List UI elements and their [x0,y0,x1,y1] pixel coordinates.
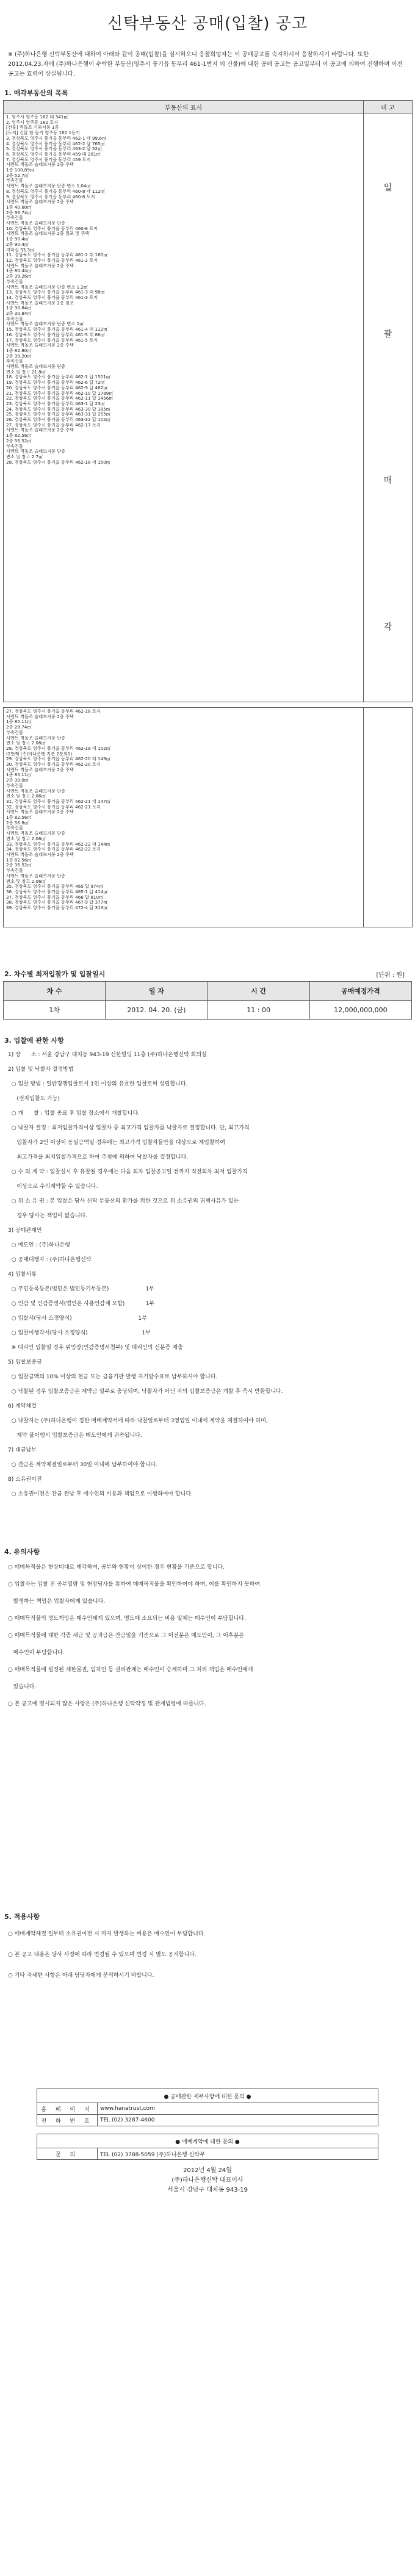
text-line: 1층 82.56㎡ [6,433,32,439]
text-line: (2번째 (주)하나은행 지분 2분의1) [6,751,73,757]
text-line: 23. 경상북도 영주시 풍기읍 동부리 463-1 답 23㎡ [6,401,105,406]
text-line: 30. 경상북도 영주시 풍기읍 동부리 462-20 토지 [6,762,101,768]
text-line: 7) 대금납부 [8,1447,37,1453]
remark-char: 매 [383,476,392,486]
property-table-continued [3,707,413,927]
text-line: 있습니다. [8,1684,37,1690]
text-line: 35. 경상북도 영주시 풍기읍 동부리 465 답 974㎡ [6,884,104,890]
text-line: 13. 경상북도 영주시 풍기읍 동부리 461-3 대 98㎡ [6,290,105,295]
text-line: 부속건물 [6,279,23,284]
text-line: 8. 경상북도 영주시 풍기읍 동부리 460-8 대 112㎡ [6,189,105,194]
text-line: 2층 28.74㎡ [6,725,32,730]
text-line: 27. 경상북도 영주시 풍기읍 동부리 462-18 토지 [6,709,101,714]
text-line: 입찰자가 2인 이상이 동일금액일 경우에는 최고가격 입찰자들만을 대상으로 재입찰하여 [8,1140,225,1146]
text-line: 시멘트 벽돌조 슬래브지붕 단층 [6,221,66,226]
text-line: 2층 36.74㎡ [6,210,32,215]
text-line: ○ 공매대행자 : (주)하나은행신탁 [8,1257,92,1263]
text-line: 부속건물 [6,178,23,184]
schedule-table [3,981,412,1020]
applicable-details [8,1924,405,2082]
notice-page [0,13,415,2576]
text-line: 매수인이 부담합니다. [8,1650,65,1656]
text-line: 발생하는 책임은 입찰자에게 있습니다. [8,1599,106,1605]
property-list-block-1 [4,113,364,702]
text-line: ○ 입찰 방법 : 일반경쟁입찰로서 1인 이상의 유효한 입찰로써 성립합니다. [8,1081,188,1087]
text-line: 변소 및 창고 21.8㎡ [6,369,46,375]
text-line: 16. 경상북도 영주시 풍기읍 동부리 461-5 대 86㎡ [6,332,105,337]
text-line: 시멘트 벽돌조 슬래브지붕 2층 주택 [6,810,74,815]
text-line: ○ 입찰이행각서(당사 소정양식) 1부 [8,1330,151,1336]
bidding-details [8,1048,405,1536]
text-line: 계약 불이행시 입찰보증금은 매도인에게 귀속됩니다. [8,1433,142,1439]
text-line: 부속건물 [6,359,23,364]
section-property-list: 1. 매각부동산의 목록 [4,89,68,97]
text-line: 시멘트 벽돌조 슬래브지붕 2층 점포 [6,300,74,306]
contact-heading: ● 매매계약에 대한 문의 ● [37,2134,378,2148]
text-line: ○ 입찰서(당사 소정양식) 1부 [8,1315,147,1322]
text-line: 1. 영주시 영주동 162 대 341㎡ [6,115,68,120]
remark-char: 일 [383,183,392,193]
footer [3,2166,412,2195]
text-line: ○ 입찰금액의 10% 이상의 현금 또는 금융기관 발행 자기앞수표로 납부하셔야 합니다. [8,1374,218,1380]
text-line: 25. 경상북도 영주시 풍기읍 동부리 463-31 답 255㎡ [6,412,110,417]
text-line: ○ 매매목적물에 대한 각종 세금 및 공과금은 잔금일을 기준으로 그 이전분은 매도인이, 그 이후분은 [8,1633,244,1639]
text-line: 14. 경상북도 영주시 풍기읍 동부리 461-3 토지 [6,295,98,300]
property-list-block-2 [4,708,364,927]
text-line: 7. 경상북도 영주시 풍기읍 동부리 459 토지 [6,157,91,162]
text-line: 37. 경상북도 영주시 풍기읍 동부리 466 답 810㎡ [6,894,104,900]
text-line: 부속건물 [6,730,23,735]
text-line: 33. 경상북도 영주시 풍기읍 동부리 462-22 대 144㎡ [6,841,110,847]
text-line: 15. 경상북도 영주시 풍기읍 동부리 461-4 대 112㎡ [6,327,108,333]
text-line: ○ 주민등록등본(법인은 법인등기부등본) 1부 [8,1286,154,1292]
text-line: 1층 90.4㎡ [6,237,29,242]
text-line: 39. 경상북도 영주시 풍기읍 동부리 472-4 답 313㎡ [6,905,108,911]
text-line: 변소 및 창고 2.06㎡ [6,794,46,799]
text-line: 1층 85.11㎡ [6,772,32,778]
text-line: ○ 낙찰된 경우 입찰보증금은 계약금 일부로 충당되며, 낙찰자가 아닌 자의 입찰보증금은 개찰 후 즉시 반환합니다. [8,1389,283,1395]
text-line: 2) 입찰 및 낙찰자 결정방법 [8,1067,74,1073]
text-line: 시멘트 벽돌조 슬래브지붕 2층 주택 [6,428,74,433]
text-line: ○ 낙찰자는 (주)하나은행이 정한 매매계약서에 따라 낙찰일로부터 3영업일 이내에 계약을 체결하여야 하며, [8,1418,268,1424]
text-line: ○ 소유권이전은 잔금 완납 후 매수인의 비용과 책임으로 이행하여야 합니다. [8,1491,193,1497]
notes-details [8,1559,405,1901]
unit-label: [단위 : 원] [376,972,405,979]
text-line: [토지] 건물 한 등기 영주동 162 1등기 [6,131,80,136]
text-line: 변소 및 창고 2.06㎡ [6,836,46,841]
text-line: 3. 경상북도 영주시 풍기읍 동부리 462-1 대 99.6㎡ [6,135,107,141]
text-line: 2. 영주시 영주동 162 토지 [6,120,59,125]
text-line: 24. 경상북도 영주시 풍기읍 동부리 463-30 답 185㎡ [6,406,110,412]
text-line: 2층 36.52㎡ [6,863,32,868]
text-line: 시멘트 벽돌조 슬래브지붕 단층 [6,873,66,879]
footer-company: (주)하나은행신탁 대표이사 [171,2177,244,2184]
text-line: ○ 인감 및 인감증명서(법인은 사용인감계 포함) 1부 [8,1301,155,1307]
text-line: 8) 소유권이전 [8,1477,42,1483]
text-line: 시멘트 벽돌조 슬래브지붕 단층 변소 1.04㎡ [6,184,91,189]
text-line: 시멘트 벽돌조 슬래브지붕 단층 변소 1㎡ [6,322,84,327]
text-line: ○ 수 의 계 약 : 입찰실시 후 유찰될 경우에는 다음 회차 입찰공고일 전까지 직전회차 최저 입찰가격 [8,1169,248,1175]
text-line: 27. 경상북도 영주시 풍기읍 동부리 462-17 토지 [6,422,101,428]
section-schedule: 2. 차수별 최저입찰가 및 입찰일시 [4,970,106,978]
text-line: (전자입찰도 가능) [8,1096,60,1102]
text-line: 시멘트 벽돌조 슬래브지붕 단층 [6,788,66,794]
text-line: 2층 39.0㎡ [6,778,29,783]
col-remark: 비 고 [364,101,413,113]
text-line: 19. 경상북도 영주시 풍기읍 동부리 462-6 답 72㎡ [6,380,105,386]
text-line: 2층 56.8㎡ [6,820,29,826]
text-line: 3) 공매관계인 [8,1228,42,1234]
text-line: 38. 경상북도 영주시 풍기읍 동부리 467-9 답 377㎡ [6,900,108,905]
section-notes: 4. 유의사항 [4,1548,40,1556]
text-line: ○ 개 찰 : 입찰 종료 후 입찰 장소에서 개찰합니다. [8,1110,140,1117]
text-line: 변소 및 창고 2.7㎡ [6,455,43,459]
footer-address: 서울시 강남구 대치동 943-19 [167,2187,248,2193]
section-applicable: 5. 적용사항 [4,1913,40,1921]
text-line: 1층 30.84㎡ [6,306,32,311]
text-line: 시멘트 벽돌조 슬래브지붕 단층 [6,364,66,370]
text-line: 시멘트 벽돌조 슬래브지붕 단층 변소 1.2㎡ [6,284,88,290]
text-line: 시멘트 벽돌조 슬래브지붕 단층 [6,735,66,741]
text-line: 1층 82.56㎡ [6,815,32,821]
text-line: 6) 계약체결 [8,1403,37,1409]
text-line: 부속건물 [6,868,23,874]
property-table [3,100,413,702]
text-line: 시멘트 벽돌조 슬래브지붕 2층 주택 [6,343,74,348]
schedule-header: 일 자 [106,982,208,1001]
text-line: 경우 당사는 책임이 없습니다. [8,1213,88,1219]
text-line: 26. 경상북도 영주시 풍기읍 동부리 463-32 답 102㎡ [6,417,110,423]
text-line: 변소 및 창고 2.06㎡ [6,879,46,884]
text-line: 시멘트 벽돌조 슬래브지붕 2층 주택 [6,162,74,168]
schedule-cell: 1차 [4,1001,106,1020]
schedule-cell: 12,000,000,000 [309,1001,411,1020]
text-line: 부속건물 [6,215,23,221]
schedule-cell: 2012. 04. 20. (금) [106,1001,208,1020]
contact-label: 전 화 번 호 [37,2115,98,2126]
text-line: 20. 경상북도 영주시 풍기읍 동부리 462-9 답 462㎡ [6,385,108,390]
text-line: 부속건물 [6,444,23,449]
text-line: ○ 매도인 : (주)하나은행 [8,1242,70,1248]
text-line: 4) 입찰서류 [8,1272,37,1278]
text-line: 시멘트 벽돌조 슬래브지붕 단층 [6,831,66,836]
text-line: 이상으로 수의계약할 수 있습니다. [8,1184,98,1190]
text-line: 12. 경상북도 영주시 풍기읍 동부리 461-2 토지 [6,257,98,263]
text-line: ○ 본 공고 내용은 당사 사정에 따라 변경될 수 있으며 변경 시 별도 공지합니다. [8,1952,197,1958]
text-line: 34. 경상북도 영주시 풍기읍 동부리 462-22 토지 [6,847,101,852]
text-line: 9. 경상북도 영주시 풍기읍 동부리 460-8 토지 [6,194,95,200]
schedule-header: 시 간 [208,982,309,1001]
text-line: 1층 82.56㎡ [6,857,32,863]
text-line: 36. 경상북도 영주시 풍기읍 동부리 465-1 답 414㎡ [6,889,108,894]
contact-phone: TEL (02) 3287-4600 [98,2115,378,2126]
remark-empty [364,708,413,927]
text-line: 6. 경상북도 영주시 풍기읍 동부리 459 대 201㎡ [6,151,101,157]
text-line: ○ 매매목적물의 명도책임은 매수인에게 있으며, 명도에 소요되는 비용 일체는 매수인이 부담합니다. [8,1616,246,1622]
text-line: 2층 52.7㎡ [6,173,29,178]
text-line: 5) 입찰보증금 [8,1359,42,1365]
text-line: 1층 85.11㎡ [6,719,32,725]
text-line: 2층 39.26㎡ [6,274,32,279]
contact-label: 문 의 [37,2148,98,2160]
remark-char: 괄 [383,329,392,339]
text-line: 변소 및 창고 2.06㎡ [6,741,46,746]
text-line: 28. 경상북도 영주시 풍기읍 동부리 462-18 대 150㎡ [6,459,110,465]
text-line: ○ 매매목적물에 설정된 제한물권, 임차인 등 권리관계는 매수인이 승계하며 그 처리 책임은 매수인에게 [8,1667,253,1673]
text-line: 17. 경상북도 영주시 풍기읍 동부리 461-5 토지 [6,337,98,343]
text-line: 1층 82.80㎡ [6,348,32,353]
contact-label: 홈 페 이 지 [37,2103,98,2115]
remark-char: 각 [383,622,392,632]
text-line: ○ 매매목적물은 현상태대로 매각하며, 공부와 현황이 상이한 경우 현황을 기준으로 합니다. [8,1564,225,1570]
text-line: ○ 위 소 유 권 : 본 입찰은 당사 신탁 부동산의 환가를 위한 것으로 위 소유권의 귀책사유가 있는 [8,1198,239,1204]
remark-lumpsum [364,113,413,702]
text-line: 29. 경상북도 영주시 풍기읍 동부리 462-20 대 149㎡ [6,757,110,762]
text-line: 시멘트 벽돌조 슬래브지붕 2층 주택 [6,200,74,205]
section-bidding: 3. 입찰에 관한 사항 [4,1037,64,1045]
text-line: 1층 100.89㎡ [6,168,35,173]
text-line: 5. 경상북도 영주시 풍기읍 동부리 463-2 답 52㎡ [6,146,103,152]
text-line: 부속건물 [6,316,23,322]
text-line: ○ 입찰자는 입찰 전 공부열람 및 현장답사를 통하여 매매목적물을 확인하여야 하며, 이를 확인하지 못하여 [8,1581,261,1588]
intro-text: ※ (주)하나은행 신탁부동산에 대하여 아래와 같이 공매(입찰)을 실시하오니 응찰희망자는 이 공매공고를 숙지하시어 응찰하시기 바랍니다. 또한 2012.04.23.자에 (주)하나은행이 수탁한 부동산(영주시 풍기읍 동부리 461-1번지 외 건물)에 대한 공매 공고는 공고일부터 이 공고에 의하여 진행하며 이전 공고는 효력이 상실됩니다. [8,51,403,77]
text-line: 시멘트 벽돌조 슬래브지붕 2층 주택 [6,852,74,857]
text-line: 시멘트 벽돌조 슬래브지붕 2층 주택 [6,767,74,772]
text-line: 21. 경상북도 영주시 풍기읍 동부리 462-10 답 1789㎡ [6,390,114,396]
text-line: 11. 경상북도 영주시 풍기읍 동부리 461-2 대 160㎡ [6,253,108,258]
text-line: 시멘트 벽돌조 슬래브지붕 2층 주택 [6,263,74,268]
text-line: 부속건물 [6,826,23,831]
contact-heading: ● 공매관한 세부사항에 대한 문의 ● [37,2089,378,2103]
text-line: ○ 잔금은 계약체결일로부터 30일 이내에 납부하여야 합니다. [8,1462,158,1468]
text-line: 1층 80.44㎡ [6,268,32,274]
text-line: ○ 본 공고에 명시되지 않은 사항은 (주)하나은행 신탁약정 및 관계법령에 따릅니다. [8,1701,206,1707]
schedule-cell: 11 : 00 [208,1001,309,1020]
contact-box-2 [37,2134,378,2160]
contact-phone: TEL (02) 3788-5059 (주)하나은행 신탁부 [98,2148,378,2160]
text-line: 시멘트 벽돌조 슬래브지붕 단층 [6,449,66,455]
text-line: 2층 39.20㎡ [6,353,32,359]
text-line: 시멘트 벽돌조 슬래브지붕 2층 주택 [6,714,74,719]
page-title: 신탁부동산 공매(입찰) 공고 [107,15,308,33]
text-line: 2층 90.4㎡ [6,242,29,247]
text-line: 2층 56.52㎡ [6,438,32,444]
footer-date: 2012년 4월 24일 [183,2167,232,2174]
text-line: ○ 기타 자세한 사항은 아래 담당자에게 문의하시기 바랍니다. [8,1973,154,1979]
text-line: 1층 40.60㎡ [6,204,32,210]
text-line: 28. 경상북도 영주시 풍기읍 동부리 462-19 대 102㎡ [6,746,110,751]
schedule-header: 차 수 [4,982,106,1001]
text-line: 10. 경상북도 영주시 풍기읍 동부리 460-8 토지 [6,226,98,231]
text-line: 4. 경상북도 영주시 풍기읍 동부리 462-2 답 765㎡ [6,141,105,146]
text-line: 지하실 33.3㎡ [6,247,35,253]
text-line: 32. 경상북도 영주시 풍기읍 동부리 462-21 토지 [6,804,101,810]
col-description: 부동산의 표시 [4,101,364,113]
schedule-header: 공매예정가격 [309,982,411,1001]
text-line: 1) 장 소 : 서울 강남구 대치동 943-19 신한빌딩 11층 (주)하나은행신탁 회의실 [8,1052,207,1058]
text-line: 18. 경상북도 영주시 풍기읍 동부리 462-1 답 1501㎡ [6,375,110,380]
text-line: [건물] 벽돌조 기와지붕 1층 [6,125,59,131]
text-line: 22. 경상북도 영주시 풍기읍 동부리 462-11 답 1456㎡ [6,396,114,401]
text-line: ※ 대리인 입찰일 경우 위임장(인감증명서첨부) 및 대리인의 신분증 제출 [8,1345,183,1351]
contact-box-1 [37,2089,378,2126]
text-line: ○ 매매계약체결 일부터 소유권이전 시 까지 발생하는 비용은 매수인이 부담합니다. [8,1931,206,1937]
text-line: 시멘트 벽돌조 슬래브지붕 2층 점포 및 주택 [6,231,90,237]
text-line: ○ 낙찰자 결정 : 최저입찰가격이상 입찰자 중 최고가격 입찰자를 낙찰자로 결정합니다. 단, 최고가격 [8,1125,250,1131]
text-line: 최고가격을 최저입찰가격으로 하여 추첨에 의하여 낙찰자를 결정합니다. [8,1154,189,1160]
homepage-link[interactable]: www.hanatrust.com [98,2103,378,2115]
text-line: 부속건물 [6,783,23,788]
text-line: 2층 30.84㎡ [6,311,32,317]
text-line: 31. 경상북도 영주시 풍기읍 동부리 462-21 대 147㎡ [6,799,110,804]
